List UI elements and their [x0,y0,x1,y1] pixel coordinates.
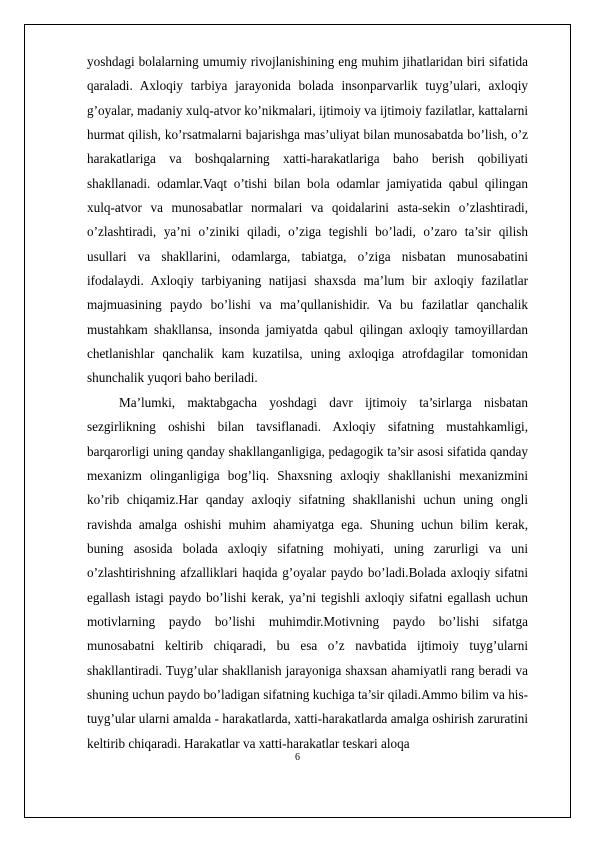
document-body [87,50,528,756]
page-number: 6 [295,752,300,763]
paragraph-2: Ma’lumki, maktabgacha yoshdagi davr ijtimoiy ta’sirlarga nisbatan sezgirlikning oshishi bilan tavsiflanadi. Axloqiy sifatning mustahkamligi, barqarorligi uning qanday shakllanganligiga, pedagogik ta’sir asosi sifatida qanday mexanizm olinganligiga bog’liq. Shaxsning axloqiy shakllanishi mexanizmini ko’rib chiqamiz.Har qanday axloqiy sifatning shakllanishi uchun uning ongli ravishda amalga oshishi muhim ahamiyatga ega. Shuning uchun bilim kerak, buning asosida bolada axloqiy sifatning mohiyati, uning zarurligi va uni o’zlashtirishning afzalliklari haqida g’oyalar paydo bo’ladi.Bolada axloqiy sifatni egallash istagi paydo bo’lishi kerak, ya’ni tegishli axloqiy sifatni egallash uchun motivlarning paydo bo’lishi muhimdir.Motivning paydo bo’lishi sifatga munosabatni keltirib chiqaradi, bu esa o’z navbatida ijtimoiy tuyg’ularni shakllantiradi. Tuyg’ular shakllanish jarayoniga shaxsan ahamiyatli rang beradi va shuning uchun paydo bo’ladigan sifatning kuchiga ta’sir qiladi.Ammo bilim va his-tuyg’ular ularni amalda - harakatlarda, xatti-harakatlarda amalga oshirish zaruratini keltirib chiqaradi. Harakatlar va xatti-harakatlar teskari aloqa [87,394,528,751]
paragraph-1: yoshdagi bolalarning umumiy rivojlanishining eng muhim jihatlaridan biri sifatida qaraladi. Axloqiy tarbiya jarayonida bolada insonparvarlik tuyg’ulari, axloqiy g’oyalar, madaniy xulq-atvor ko’nikmalari, ijtimoiy va ijtimoiy fazilatlar, kattalarni hurmat qilish, ko’rsatmalarni bajarishga mas’uliyat bilan munosabatda bo’lish, o’z harakatlariga va boshqalarning xatti-harakatlariga baho berish qobiliyati shakllanadi. odamlar.Vaqt o’tishi bilan bola odamlar jamiyatida qabul qilingan xulq-atvor va munosabatlar normalari va qoidalarini asta-sekin o’zlashtiradi, o’zlashtiradi, ya’ni o’ziniki qiladi, o’ziga tegishli bo’ladi, o’zaro ta’sir qilish usullari va shakllarini, odamlarga, tabiatga, o’ziga nisbatan munosabatini ifodalaydi. Axloqiy tarbiyaning natijasi shaxsda ma’lum bir axloqiy fazilatlar majmuasining paydo bo’lishi va ma’qullanishidir. Va bu fazilatlar qanchalik mustahkam shakllansa, insonda jamiyatda qabul qilingan axloqiy tamoyillardan chetlanishlar qanchalik kam kuzatilsa, uning axloqiga atrofdagilar tomonidan shunchalik yuqori baho beriladi. [87,54,528,386]
